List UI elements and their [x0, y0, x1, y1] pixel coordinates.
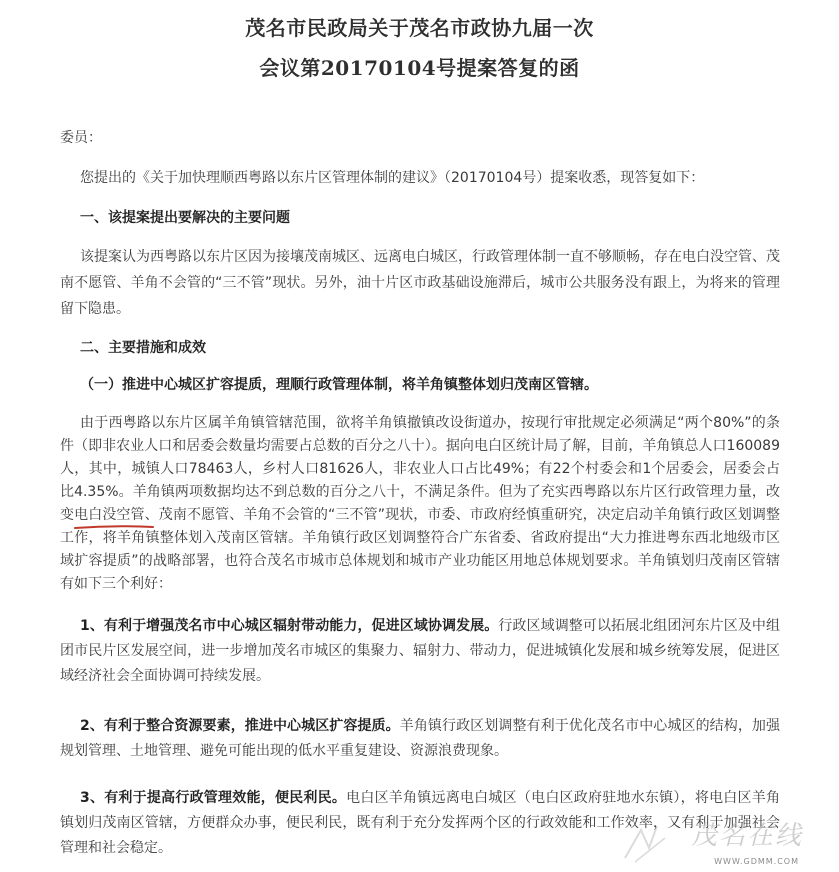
section-2-body: 由于西粤路以东片区属羊角镇管辖范围，欲将羊角镇撤镇改设街道办，按现行审批规定必须满足“两个80%”的条件（即非农业人口和居委会数量均需要占总数的百分之八十）。据向电白区统计局了解，目前，羊角镇总人口160089人，其中，城镇人口78463人，乡村人口81626人，非农业人口占比49%；有22个村委会和1个居委会，居委会占比4.35%。羊角镇两项数据均达不到总数的百分之八十，不满足条件。但为了充实西粤路以东片区行政管理力量，改变电白没空管、茂南不愿管、羊角不会管的“三不管”现状，市委、市政府经慎重研究，决定启动羊角镇行政区划调整工作，将羊角镇整体划入茂南区管辖。羊角镇行政区划调整符合广东省委、省政府提出“大力推进粤东西北地级市区域扩容提质”的战略部署，也符合茂名市城市总体规划和城市产业功能区用地总体规划要求。羊角镇划归茂南区管辖有如下三个利好：	[60, 415, 780, 592]
benefit-1	[60, 614, 780, 689]
watermark-url: WWW.GDMM.COM	[714, 857, 799, 866]
benefit-2-text: 羊角镇行政区划调整有利于优化茂名市中心城区的结构，加强规划管理、土地管理、避免可能出现的低水平重复建设、资源浪费现象。	[60, 718, 781, 759]
section-1-heading: 一、该提案提出要解决的主要问题	[80, 210, 290, 226]
document-title-line-1: 茂名市民政局关于茂名市政协九届一次	[245, 16, 594, 40]
document-title-line-2: 会议第20170104号提案答复的函	[259, 56, 580, 80]
red-underline-annotation	[74, 524, 154, 530]
watermark-brand: 茂名在线	[690, 821, 803, 851]
benefit-3-lead: 3、有利于提高行政管理效能，便民利民。	[80, 790, 347, 806]
intro-paragraph: 您提出的《关于加快理顺西粤路以东片区管理体制的建议》（20170104号）提案收悉，现答复如下：	[80, 170, 705, 186]
benefit-1-lead: 1、有利于增强茂名市中心城区辐射带动能力，促进区域协调发展。	[80, 618, 499, 634]
benefit-2-lead: 2、有利于整合资源要素，推进中心城区扩容提质。	[80, 718, 400, 734]
benefit-1-text: 行政区域调整可以拓展北组团河东片区及中组团市民片区发展空间，进一步增加茂名市城区的集聚力、辐射力、带动力，促进城镇化发展和城乡统筹发展，促进区域经济社会全面协调可持续发展。	[60, 618, 780, 684]
section-1-body: 该提案认为西粤路以东片区因为接壤茂南城区、远离电白城区，行政管理体制一直不够顺畅，存在电白没空管、茂南不愿管、羊角不会管的“三不管”现状。另外，油十片区市政基础设施滞后，城市公共服务没有跟上，为将来的管理留下隐患。	[60, 249, 780, 317]
benefit-3-text: 电白区羊角镇远离电白城区（电白区政府驻地水东镇），将电白区羊角镇划归茂南区管辖，方便群众办事，便民利民，既有利于充分发挥两个区的行政效能和工作效率，又有利于加强社会管理和社会稳定。	[60, 790, 780, 856]
salutation: 委员：	[60, 130, 102, 146]
section-2-heading: 二、主要措施和成效	[80, 340, 206, 356]
benefit-2	[60, 714, 780, 764]
section-2-subheading: （一）推进中心城区扩容提质，理顺行政管理体制，将羊角镇整体划归茂南区管辖。	[80, 377, 598, 393]
